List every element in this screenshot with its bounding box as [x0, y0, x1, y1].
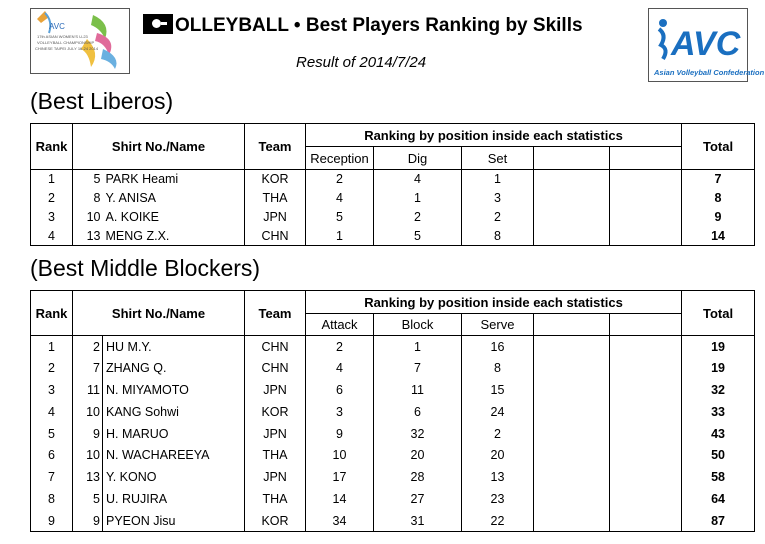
cell-shirt-no: 5: [73, 170, 103, 189]
table-row: [31, 189, 755, 208]
cell-stat-3: 3: [462, 189, 534, 208]
cell-shirt-no: 5: [73, 488, 103, 510]
cell-shirt-no: 11: [73, 379, 103, 401]
cell-stat-2: 28: [374, 466, 462, 488]
col-stat-2: Dig: [374, 147, 462, 170]
svg-text:CHINESE TAIPEI JULY 16-24 2014: CHINESE TAIPEI JULY 16-24 2014: [35, 46, 99, 51]
cell-total: 19: [682, 357, 755, 379]
cell-team: CHN: [245, 227, 306, 246]
cell-shirt-no: 2: [73, 336, 103, 358]
table-row: [31, 444, 755, 466]
cell-empty: [610, 444, 682, 466]
cell-total: 32: [682, 379, 755, 401]
cell-team: KOR: [245, 170, 306, 189]
cell-total: 50: [682, 444, 755, 466]
cell-total: 33: [682, 401, 755, 423]
cell-shirt-no: 10: [73, 208, 103, 227]
cell-empty: [610, 170, 682, 189]
cell-total: 19: [682, 336, 755, 358]
col-name: Shirt No./Name: [73, 124, 245, 170]
col-total: Total: [682, 124, 755, 170]
cell-player-name: U. RUJIRA: [103, 488, 245, 510]
cell-empty: [610, 336, 682, 358]
cell-rank: 4: [31, 227, 73, 246]
cell-stat-3: 2: [462, 423, 534, 445]
table-row: [31, 227, 755, 246]
cell-empty: [610, 466, 682, 488]
cell-rank: 8: [31, 488, 73, 510]
svg-text:AVC: AVC: [671, 25, 741, 63]
cell-player-name: A. KOIKE: [103, 208, 245, 227]
cell-stat-2: 11: [374, 379, 462, 401]
cell-empty: [534, 444, 610, 466]
cell-team: JPN: [245, 466, 306, 488]
cell-stat-2: 2: [374, 208, 462, 227]
svg-text:17th ASIAN WOMEN'S U-23: 17th ASIAN WOMEN'S U-23: [37, 34, 88, 39]
cell-empty: [534, 336, 610, 358]
cell-stat-3: 13: [462, 466, 534, 488]
cell-empty: [610, 357, 682, 379]
cell-stat-3: 15: [462, 379, 534, 401]
liberos-table: [30, 123, 755, 246]
cell-player-name: KANG Sohwi: [103, 401, 245, 423]
cell-empty: [610, 189, 682, 208]
table-row: [31, 379, 755, 401]
cell-rank: 1: [31, 336, 73, 358]
cell-team: THA: [245, 488, 306, 510]
cell-rank: 4: [31, 401, 73, 423]
cell-stat-2: 32: [374, 423, 462, 445]
col-name: Shirt No./Name: [73, 291, 245, 336]
cell-shirt-no: 10: [73, 401, 103, 423]
cell-team: KOR: [245, 401, 306, 423]
cell-stat-2: 7: [374, 357, 462, 379]
col-stat-3: Set: [462, 147, 534, 170]
col-team: Team: [245, 291, 306, 336]
cell-stat-2: 1: [374, 336, 462, 358]
blockers-section-title: (Best Middle Blockers): [30, 255, 261, 281]
cell-rank: 3: [31, 208, 73, 227]
cell-player-name: N. WACHAREEYA: [103, 444, 245, 466]
col-stat-empty: [534, 314, 610, 336]
cell-stat-1: 10: [306, 444, 374, 466]
cell-player-name: MENG Z.X.: [103, 227, 245, 246]
table-row: [31, 488, 755, 510]
blockers-table: [30, 290, 755, 532]
cell-shirt-no: 9: [73, 510, 103, 532]
col-stat-empty: [534, 147, 610, 170]
svg-text:VOLLEYBALL CHAMPIONSHIP: VOLLEYBALL CHAMPIONSHIP: [37, 40, 95, 45]
cell-rank: 7: [31, 466, 73, 488]
cell-stat-3: 23: [462, 488, 534, 510]
cell-team: CHN: [245, 336, 306, 358]
cell-empty: [534, 208, 610, 227]
cell-player-name: N. MIYAMOTO: [103, 379, 245, 401]
cell-stat-1: 2: [306, 170, 374, 189]
cell-player-name: HU M.Y.: [103, 336, 245, 358]
svg-text:Asian Volleyball Confederation: Asian Volleyball Confederation: [654, 68, 765, 77]
cell-rank: 2: [31, 189, 73, 208]
cell-stat-3: 1: [462, 170, 534, 189]
page-title: [143, 14, 583, 37]
cell-team: KOR: [245, 510, 306, 532]
cell-empty: [610, 510, 682, 532]
cell-shirt-no: 13: [73, 466, 103, 488]
cell-empty: [534, 401, 610, 423]
cell-stat-3: 24: [462, 401, 534, 423]
cell-stat-3: 20: [462, 444, 534, 466]
cell-team: THA: [245, 444, 306, 466]
cell-empty: [610, 379, 682, 401]
cell-stat-2: 27: [374, 488, 462, 510]
col-rank: Rank: [31, 124, 73, 170]
cell-team: JPN: [245, 208, 306, 227]
cell-total: 14: [682, 227, 755, 246]
cell-rank: 1: [31, 170, 73, 189]
col-stat-empty: [610, 314, 682, 336]
cell-empty: [610, 488, 682, 510]
cell-stat-1: 3: [306, 401, 374, 423]
cell-player-name: H. MARUO: [103, 423, 245, 445]
cell-empty: [534, 227, 610, 246]
cell-empty: [610, 208, 682, 227]
cell-empty: [534, 466, 610, 488]
cell-empty: [534, 170, 610, 189]
event-logo-graphic: [31, 9, 129, 73]
cell-empty: [610, 423, 682, 445]
table-row: [31, 401, 755, 423]
cell-rank: 3: [31, 379, 73, 401]
cell-team: CHN: [245, 357, 306, 379]
cell-player-name: Y. KONO: [103, 466, 245, 488]
cell-stat-3: 8: [462, 357, 534, 379]
cell-total: 87: [682, 510, 755, 532]
cell-empty: [534, 488, 610, 510]
cell-stat-1: 9: [306, 423, 374, 445]
cell-stat-1: 4: [306, 189, 374, 208]
cell-stat-1: 6: [306, 379, 374, 401]
cell-total: 58: [682, 466, 755, 488]
cell-total: 43: [682, 423, 755, 445]
cell-stat-1: 1: [306, 227, 374, 246]
cell-stat-1: 17: [306, 466, 374, 488]
cell-empty: [534, 189, 610, 208]
cell-rank: 2: [31, 357, 73, 379]
cell-stat-2: 20: [374, 444, 462, 466]
col-stat-2: Block: [374, 314, 462, 336]
cell-stat-2: 31: [374, 510, 462, 532]
cell-player-name: Y. ANISA: [103, 189, 245, 208]
cell-stat-1: 5: [306, 208, 374, 227]
col-rank: Rank: [31, 291, 73, 336]
svg-text:AVC: AVC: [49, 22, 65, 31]
cell-shirt-no: 7: [73, 357, 103, 379]
col-stats-header: Ranking by position inside each statistics: [306, 124, 682, 147]
table-row: [31, 208, 755, 227]
cell-stat-1: 14: [306, 488, 374, 510]
liberos-section-title: (Best Liberos): [30, 88, 174, 114]
cell-empty: [534, 423, 610, 445]
col-stat-empty: [610, 147, 682, 170]
cell-empty: [534, 357, 610, 379]
cell-empty: [610, 401, 682, 423]
cell-total: 64: [682, 488, 755, 510]
result-date: Result of 2014/7/24: [296, 54, 427, 71]
cell-stat-2: 5: [374, 227, 462, 246]
col-team: Team: [245, 124, 306, 170]
cell-stat-3: 2: [462, 208, 534, 227]
table-row: [31, 357, 755, 379]
cell-shirt-no: 10: [73, 444, 103, 466]
cell-player-name: ZHANG Q.: [103, 357, 245, 379]
cell-stat-3: 8: [462, 227, 534, 246]
cell-stat-2: 4: [374, 170, 462, 189]
cell-empty: [610, 227, 682, 246]
cell-team: JPN: [245, 423, 306, 445]
cell-total: 9: [682, 208, 755, 227]
cell-stat-1: 2: [306, 336, 374, 358]
cell-team: THA: [245, 189, 306, 208]
col-total: Total: [682, 291, 755, 336]
table-row: [31, 466, 755, 488]
cell-shirt-no: 9: [73, 423, 103, 445]
page-title-text: OLLEYBALL • Best Players Ranking by Skills: [175, 15, 583, 36]
cell-stat-1: 34: [306, 510, 374, 532]
col-stat-3: Serve: [462, 314, 534, 336]
cell-stat-1: 4: [306, 357, 374, 379]
col-stat-1: Reception: [306, 147, 374, 170]
cell-stat-3: 16: [462, 336, 534, 358]
table-row: [31, 170, 755, 189]
cell-stat-2: 1: [374, 189, 462, 208]
volleyball-icon: [143, 14, 173, 34]
cell-total: 8: [682, 189, 755, 208]
cell-team: JPN: [245, 379, 306, 401]
cell-total: 7: [682, 170, 755, 189]
cell-shirt-no: 13: [73, 227, 103, 246]
cell-empty: [534, 379, 610, 401]
table-row: [31, 510, 755, 532]
col-stat-1: Attack: [306, 314, 374, 336]
cell-player-name: PARK Heami: [103, 170, 245, 189]
table-row: [31, 336, 755, 358]
table-row: [31, 423, 755, 445]
cell-shirt-no: 8: [73, 189, 103, 208]
cell-rank: 6: [31, 444, 73, 466]
col-stats-header: Ranking by position inside each statistics: [306, 291, 682, 314]
cell-empty: [534, 510, 610, 532]
cell-rank: 9: [31, 510, 73, 532]
cell-stat-2: 6: [374, 401, 462, 423]
avc-logo: [648, 8, 765, 82]
avc-logo-graphic: [649, 9, 765, 81]
cell-rank: 5: [31, 423, 73, 445]
event-logo: [30, 8, 130, 74]
cell-stat-3: 22: [462, 510, 534, 532]
cell-player-name: PYEON Jisu: [103, 510, 245, 532]
